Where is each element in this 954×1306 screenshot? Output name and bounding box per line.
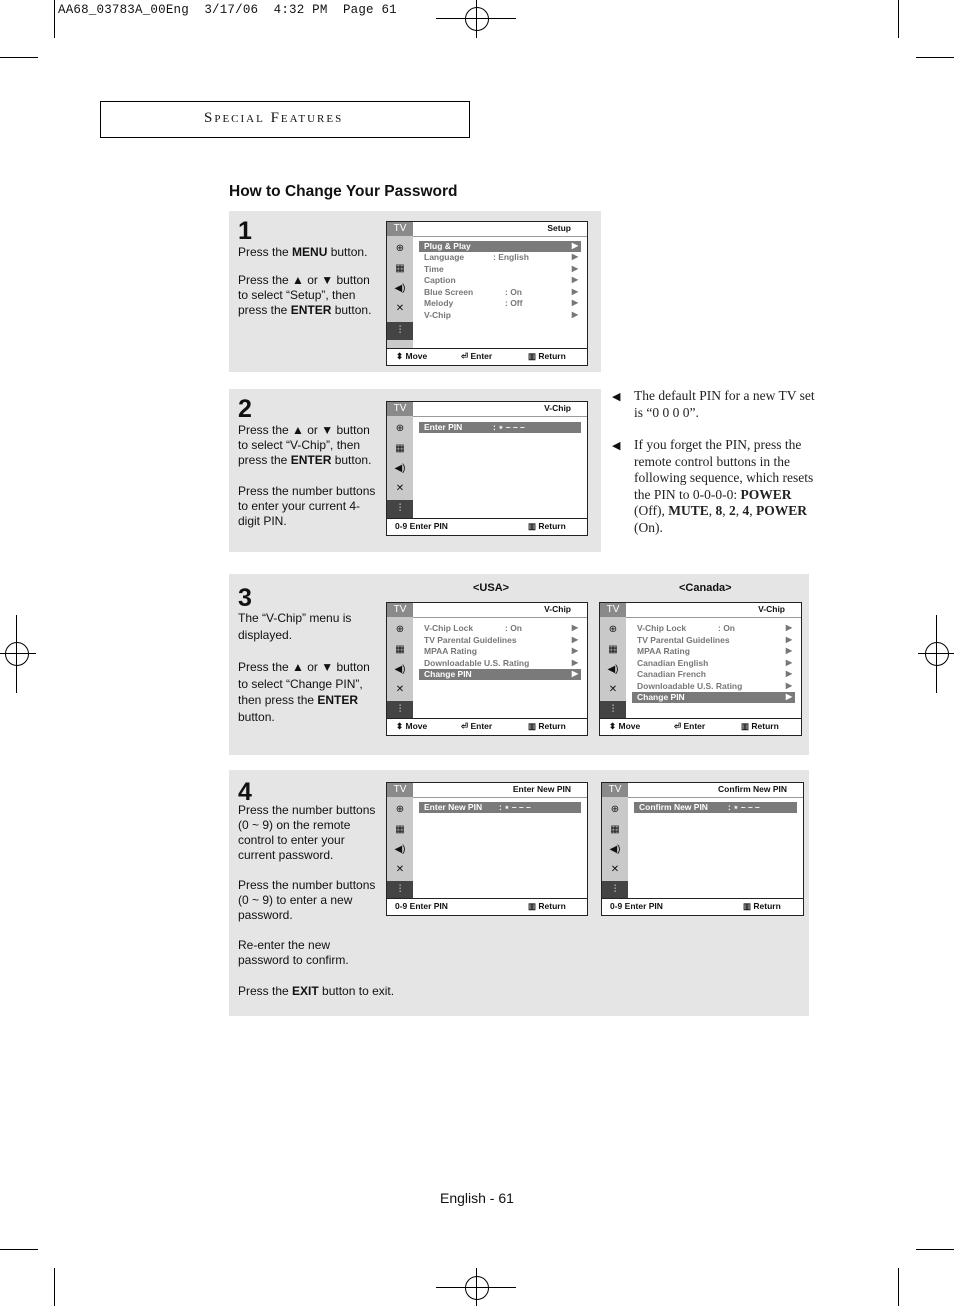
menu-item-caption[interactable]: Caption ▶ <box>424 275 578 285</box>
sound-icon: ◀) <box>394 283 406 294</box>
section-header: Special Features <box>204 110 344 126</box>
registration-mark <box>925 642 949 666</box>
menu-sidebar <box>387 783 413 899</box>
sound-icon: ◀) <box>607 664 619 675</box>
region-label-canada: <Canada> <box>679 582 732 594</box>
antenna-icon: ✕ <box>395 864 405 875</box>
enter-hint: ⏎ Enter <box>674 721 706 731</box>
crop-mark <box>898 0 899 38</box>
setup-icon: ⫶ <box>387 881 413 899</box>
antenna-icon: ✕ <box>395 303 405 314</box>
registration-line <box>476 0 477 38</box>
tv-menu-screen-new-pin <box>386 782 588 916</box>
new-pin-field[interactable]: Enter New PIN : ⋆ – – – <box>419 802 581 813</box>
move-hint: ⬍ Move <box>609 721 641 731</box>
setup-icon: ⫶ <box>387 500 413 518</box>
setup-icon: ⫶ <box>387 322 413 340</box>
menu-item-language[interactable]: Language : English ▶ <box>424 252 578 262</box>
menu-item-time[interactable]: Time ▶ <box>424 263 578 274</box>
menu-sidebar <box>602 783 628 899</box>
registration-mark <box>465 7 489 31</box>
menu-sidebar <box>600 603 626 719</box>
channel-icon: ▦ <box>610 824 620 835</box>
enter-hint: ⏎ Enter <box>461 721 493 731</box>
step-4-panel <box>229 770 809 1016</box>
menu-item-canadian-french[interactable]: Canadian French ▶ <box>637 669 792 679</box>
divider <box>413 416 587 417</box>
registration-line <box>476 1268 477 1306</box>
antenna-icon: ✕ <box>395 684 405 695</box>
divider <box>413 236 587 237</box>
return-hint: ▥ Return <box>528 901 566 911</box>
tv-menu-screen-confirm-pin <box>601 782 804 916</box>
menu-item-canadian-english[interactable]: Canadian English ▶ <box>637 657 792 668</box>
note-arrow-icon: ◀ <box>612 440 621 452</box>
divider <box>413 797 587 798</box>
page-title: How to Change Your Password <box>229 183 458 200</box>
registration-line <box>16 615 17 693</box>
registration-mark <box>465 1276 489 1300</box>
crop-mark <box>54 1268 55 1306</box>
step-number: 2 <box>238 395 252 423</box>
return-hint: ▥ Return <box>528 721 566 731</box>
sound-icon: ◀) <box>609 844 621 855</box>
return-hint: ▥ Return <box>741 721 779 731</box>
menu-item-mpaa[interactable]: MPAA Rating ▶ <box>424 646 578 656</box>
channel-icon: ▦ <box>395 443 405 454</box>
setup-icon: ⫶ <box>387 701 413 719</box>
registration-mark <box>5 642 29 666</box>
channel-icon: ▦ <box>395 824 405 835</box>
note-arrow-icon: ◀ <box>612 391 621 403</box>
menu-title: Enter New PIN <box>512 784 571 794</box>
menu-sidebar <box>387 402 413 519</box>
divider <box>413 617 587 618</box>
menu-item-downloadable[interactable]: Downloadable U.S. Rating ▶ <box>637 680 792 691</box>
move-hint: ⬍ Move <box>396 721 428 731</box>
divider <box>628 797 803 798</box>
picture-icon: ⊕ <box>395 804 405 815</box>
channel-icon: ▦ <box>395 644 405 655</box>
menu-footer <box>387 898 587 915</box>
page-footer: English - 61 <box>440 1190 514 1206</box>
step-text: The “V-Chip” menu is displayed. Press the ▲ or ▼ button to select “Change PIN”, then press the ENTER button. <box>238 611 370 724</box>
enter-pin-hint: 0-9 Enter PIN <box>610 901 663 911</box>
crop-mark <box>898 1268 899 1306</box>
print-slug: AA68_03783A_00Eng 3/17/06 4:32 PM Page 61 <box>58 3 397 17</box>
menu-title: V-Chip <box>758 604 785 614</box>
setup-icon: ⫶ <box>602 881 628 899</box>
menu-title: V-Chip <box>544 403 571 413</box>
menu-footer <box>600 718 801 735</box>
picture-icon: ⊕ <box>608 624 618 635</box>
menu-item-tv-parental[interactable]: TV Parental Guidelines ▶ <box>424 634 578 645</box>
antenna-icon: ✕ <box>395 483 405 494</box>
confirm-pin-field[interactable]: Confirm New PIN : ⋆ – – – <box>634 802 797 813</box>
crop-mark <box>54 0 55 38</box>
step-2-panel <box>229 389 601 552</box>
region-label-usa: <USA> <box>473 582 510 594</box>
step-3-panel <box>229 574 809 755</box>
tv-label: TV <box>387 222 413 236</box>
menu-sidebar <box>387 222 413 349</box>
picture-icon: ⊕ <box>610 804 620 815</box>
note-default-pin: The default PIN for a new TV set is “0 0 0 0”. <box>634 388 815 420</box>
tv-menu-screen-setup <box>386 221 588 366</box>
picture-icon: ⊕ <box>395 423 405 434</box>
return-hint: ▥ Return <box>528 351 566 361</box>
step-1-panel <box>229 211 601 372</box>
picture-icon: ⊕ <box>395 243 405 254</box>
menu-sidebar <box>387 603 413 719</box>
crop-mark <box>0 1249 38 1250</box>
antenna-icon: ✕ <box>610 864 620 875</box>
menu-title: V-Chip <box>544 604 571 614</box>
step-number: 1 <box>238 217 252 245</box>
enter-pin-hint: 0-9 Enter PIN <box>395 521 448 531</box>
tv-label: TV <box>387 402 413 416</box>
return-hint: ▥ Return <box>743 901 781 911</box>
tv-label: TV <box>602 783 628 797</box>
tv-label: TV <box>387 603 413 617</box>
move-hint: ⬍ Move <box>396 351 428 361</box>
step-text: Press the ▲ or ▼ button to select “V-Chip”, then press the ENTER button. Press the number buttons to enter your current 4- digit PIN. <box>238 423 376 528</box>
tv-menu-screen-usa <box>386 602 588 736</box>
step-number: 3 <box>238 584 252 612</box>
menu-footer <box>602 898 803 915</box>
setup-icon: ⫶ <box>600 701 626 719</box>
return-hint: ▥ Return <box>528 521 566 531</box>
sound-icon: ◀) <box>394 664 406 675</box>
enter-pin-field[interactable]: Enter PIN : ⋆ – – – <box>419 422 581 433</box>
picture-icon: ⊕ <box>395 624 405 635</box>
crop-mark <box>916 57 954 58</box>
channel-icon: ▦ <box>395 263 405 274</box>
tv-menu-screen-canada <box>599 602 802 736</box>
tv-label: TV <box>600 603 626 617</box>
tv-label: TV <box>387 783 413 797</box>
registration-line <box>0 653 36 654</box>
menu-footer <box>387 348 587 365</box>
step-text: Press the MENU button. Press the ▲ or ▼ button to select “Setup”, then press the ENTER button. <box>238 245 372 317</box>
tv-menu-screen-vchip-pin <box>386 401 588 536</box>
menu-item-change-pin[interactable]: Change PIN ▶ <box>419 669 581 680</box>
enter-pin-hint: 0-9 Enter PIN <box>395 901 448 911</box>
menu-footer <box>387 518 587 535</box>
menu-title: Confirm New PIN <box>718 784 787 794</box>
menu-item-mpaa[interactable]: MPAA Rating ▶ <box>637 646 792 656</box>
note-forgot-pin: If you forget the PIN, press the remote control buttons in the following sequence, which resets the PIN to 0-0-0-0: POWER (Off), MUTE, 8, 2, 4, POWER (On). <box>634 437 814 535</box>
menu-item-blue-screen[interactable]: Blue Screen : On ▶ <box>424 286 578 297</box>
menu-item-v-chip[interactable]: V-Chip ▶ <box>424 309 578 320</box>
registration-line <box>936 615 937 693</box>
menu-item-melody[interactable]: Melody : Off ▶ <box>424 298 578 308</box>
menu-footer <box>387 718 587 735</box>
menu-item-downloadable[interactable]: Downloadable U.S. Rating ▶ <box>424 657 578 668</box>
menu-title: Setup <box>547 223 571 233</box>
crop-mark <box>0 57 38 58</box>
menu-item-tv-parental[interactable]: TV Parental Guidelines ▶ <box>637 634 792 645</box>
menu-item-v-chip-lock[interactable]: V-Chip Lock : On ▶ <box>424 623 578 633</box>
divider <box>626 617 801 618</box>
enter-hint: ⏎ Enter <box>461 351 493 361</box>
sound-icon: ◀) <box>394 463 406 474</box>
sound-icon: ◀) <box>394 844 406 855</box>
step-number: 4 <box>238 778 252 806</box>
menu-item-change-pin[interactable]: Change PIN ▶ <box>632 692 795 703</box>
antenna-icon: ✕ <box>608 684 618 695</box>
crop-mark <box>916 1249 954 1250</box>
menu-item-v-chip-lock[interactable]: V-Chip Lock : On ▶ <box>637 623 792 633</box>
menu-item-plug-play[interactable]: Plug & Play ▶ <box>419 241 581 252</box>
step-text: Press the number buttons (0 ~ 9) on the remote control to enter your current password. Press the number buttons (0 ~ 9) to enter a new password. Re-enter the new password to confirm. Press the EXIT button to exit. <box>238 803 395 998</box>
channel-icon: ▦ <box>608 644 618 655</box>
